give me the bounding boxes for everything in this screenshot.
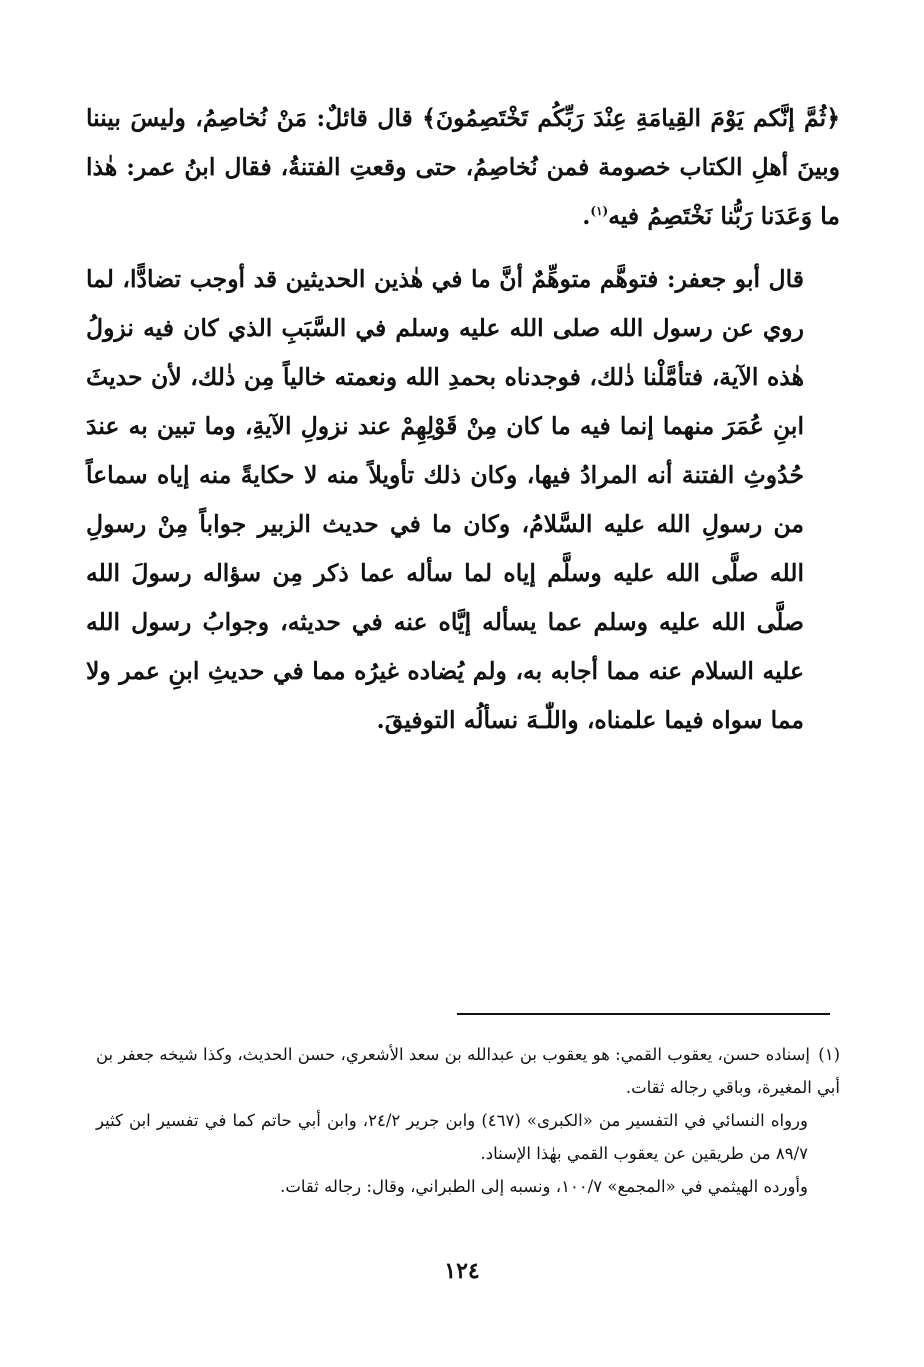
- footnote-1: [96, 1038, 840, 1104]
- footnote-1-text: إسناده حسن، يعقوب القمي: هو يعقوب بن عبدالله بن سعد الأشعري، حسن الحديث، وكذا شيخه جعفر بن أبي المغيرة، وباقي رجاله ثقات.: [96, 1045, 840, 1097]
- footnote-3: وأورده الهيثمي في «المجمع» ١٠٠/٧، ونسبه إلى الطبراني، وقال: رجاله ثقات.: [280, 1177, 808, 1196]
- footnotes: [96, 1038, 840, 1203]
- footnote-divider: [457, 1013, 830, 1015]
- footnote-1-number: (١): [818, 1045, 840, 1064]
- paragraph-2: قال أبو جعفر: فتوهَّم متوهِّمٌ أنَّ ما في هٰذين الحديثين قد أوجب تضادًّا، لما روي عن رسول الله صلى الله عليه وسلم في السَّبَبِ الذي كان فيه نزولُ هٰذه الآية، فتأمَّلْنا ذٰلك، فوجدناه بحمدِ الله ونعمته خالياً مِن ذٰلك، لأن حديثَ ابنِ عُمَرَ منهما إنما فيه ما كان مِنْ قَوْلِهِمْ عند نزولِ الآيةِ، وما تبين به عندَ حُدُوثِ الفتنة أنه المرادُ فيها، وكان ذلك تأويلاً منه لا حكايةً منه إياه سماعاً من رسولِ الله عليه السَّلامُ، وكان ما في حديث الزبير جواباً مِنْ رسولِ الله صلَّى الله عليه وسلَّم إياه لما سأله عما ذكر مِن سؤاله رسولَ الله صلَّى الله عليه وسلم عما يسأله إيَّاه عنه في حديثه، وجوابُ رسول الله عليه السلام عنه مما أجابه به، ولم يُضاده غيرُه مما في حديثِ ابنِ عمر ولا مما سواه فيما علمناه، واللّٰـهَ نسألُه التوفيقَ.: [86, 265, 804, 734]
- paragraph-1: [86, 94, 840, 241]
- paragraph-1-text: قال قائلٌ: مَنْ نُخاصِمُ، وليسَ بيننا وبينَ أهلِ الكتاب خصومة فمن نُخاصِمُ، حتى وقعتِ الفتنةُ، فقال ابنُ عمر: هٰذا ما وَعَدَنا رَبُّنا نَخْتَصِمُ فيه: [86, 104, 840, 230]
- footnote-reference[interactable]: (١): [590, 204, 609, 219]
- page-number: ١٢٤: [444, 1258, 480, 1284]
- quran-verse: ﴿ثُمَّ إنَّكم يَوْمَ القِيامَةِ عِنْدَ رَبِّكُم تَخْتَصِمُونَ﴾: [422, 104, 840, 132]
- paragraph-1-end: .: [582, 202, 591, 230]
- footnote-2: ورواه النسائي في التفسير من «الكبرى» (٤٦٧) وابن جرير ٢٤/٢، وابن أبي حاتم كما في تفسير ابن كثير ٨٩/٧ من طريقين عن يعقوب القمي بهٰذا الإسناد.: [96, 1111, 808, 1163]
- main-text: [86, 94, 840, 745]
